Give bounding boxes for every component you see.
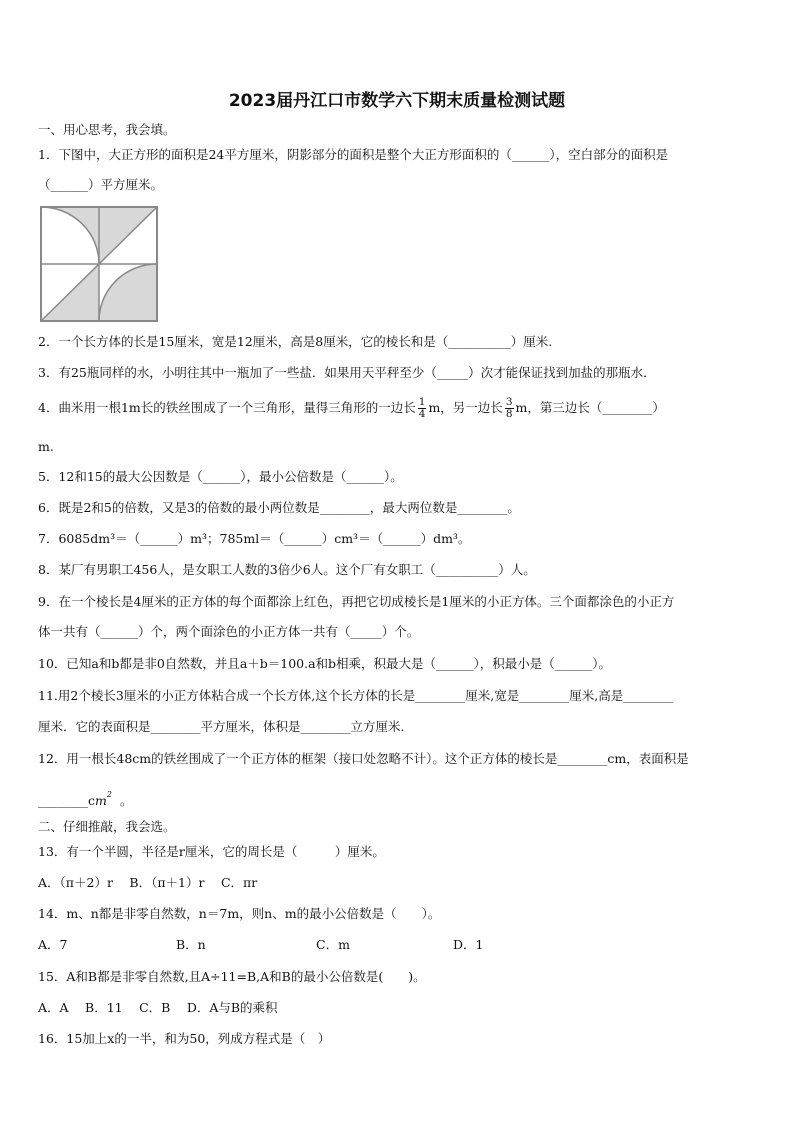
question-4-line-2: m. [38,439,54,454]
question-13: 13．有一个半圆，半径是r厘米，它的周长是（ ）厘米。 [38,844,385,859]
question-4-text-c: m，第三边长（________） [515,400,665,415]
question-14-option-b: B．n [176,937,206,952]
question-13-options: A．（π＋2）r B．（π＋1）r C．πr [38,875,258,890]
fraction-three-eighths: $\frac{3}{8}$ [505,396,513,420]
question-4-line-1 [38,392,665,424]
question-4-text-b: m，另一边长 [428,400,503,415]
question-15: 15．A和B都是非零自然数,且A÷11=B,A和B的最小公倍数是( )。 [38,969,426,984]
question-12-line-2: $\_\_\_\_\_\_\_\_cm^2$ 。 [38,790,133,808]
question-1-line-2: （______）平方厘米。 [38,177,164,192]
question-6: 6．既是2和5的倍数，又是3的倍数的最小两位数是________，最大两位数是________。 [38,500,520,515]
question-12-line-1: 12．用一根长48cm的铁丝围成了一个正方体的框架（接口处忽略不计）。这个正方体的棱长是________cm，表面积是 [38,751,689,766]
question-1-line-1: 1．下图中，大正方形的面积是24平方厘米，阴影部分的面积是整个大正方形面积的（______），空白部分的面积是 [38,147,669,162]
question-15-options: A．A B．11 C．B D．A与B的乘积 [38,1000,278,1015]
question-2: 2．一个长方体的长是15厘米，宽是12厘米，高是8厘米，它的棱长和是（__________）厘米. [38,334,553,349]
question-14-option-c: C．m [316,937,350,952]
question-9-line-2: 体一共有（______）个，两个面涂色的小正方体一共有（_____）个。 [38,624,420,639]
question-14-option-d: D．1 [453,937,484,952]
question-8: 8．某厂有男职工456人，是女职工人数的3倍少6人。这个厂有女职工（__________）人。 [38,562,536,577]
question-16: 16．15加上x的一半，和为50，列成方程式是（ ） [38,1031,331,1046]
question-14-option-a: A．7 [38,937,68,952]
question-10: 10．已知a和b都是非0自然数，并且a＋b＝100.a和b相乘，积最大是（______），积最小是（______）。 [38,656,612,671]
question-11-line-1: 11.用2个棱长3厘米的小正方体粘合成一个长方体,这个长方体的长是________厘米,宽是________厘米,高是________ [38,688,674,703]
question-7: 7．6085dm³＝（______）m³；785ml＝（______）cm³＝（______）dm³。 [38,531,471,546]
section-1-heading: 一、用心思考，我会填。 [38,122,176,137]
question-3: 3．有25瓶同样的水，小明往其中一瓶加了一些盐．如果用天平秤至少（_____）次才能保证找到加盐的那瓶水． [38,365,656,380]
question-9-line-1: 9．在一个棱长是4厘米的正方体的每个面都涂上红色，再把它切成棱长是1厘米的小正方体。三个面都涂色的小正方 [38,594,675,609]
question-1-figure [40,206,158,322]
page-title: 2023届丹江口市数学六下期末质量检测试题 [228,91,566,111]
section-2-heading: 二、仔细推敲，我会选。 [38,819,176,834]
question-14: 14．m、n都是非零自然数，n＝7m，则n、m的最小公倍数是（ ）。 [38,906,441,921]
question-4-text-a: 4．曲米用一根1m长的铁丝围成了一个三角形，量得三角形的一边长 [38,400,416,415]
question-11-line-2: 厘米．它的表面积是________平方厘米，体积是________立方厘米. [38,719,405,734]
fraction-one-quarter: $\frac{1}{4}$ [418,396,426,420]
question-5: 5．12和15的最大公因数是（______），最小公倍数是（______）。 [38,469,403,484]
